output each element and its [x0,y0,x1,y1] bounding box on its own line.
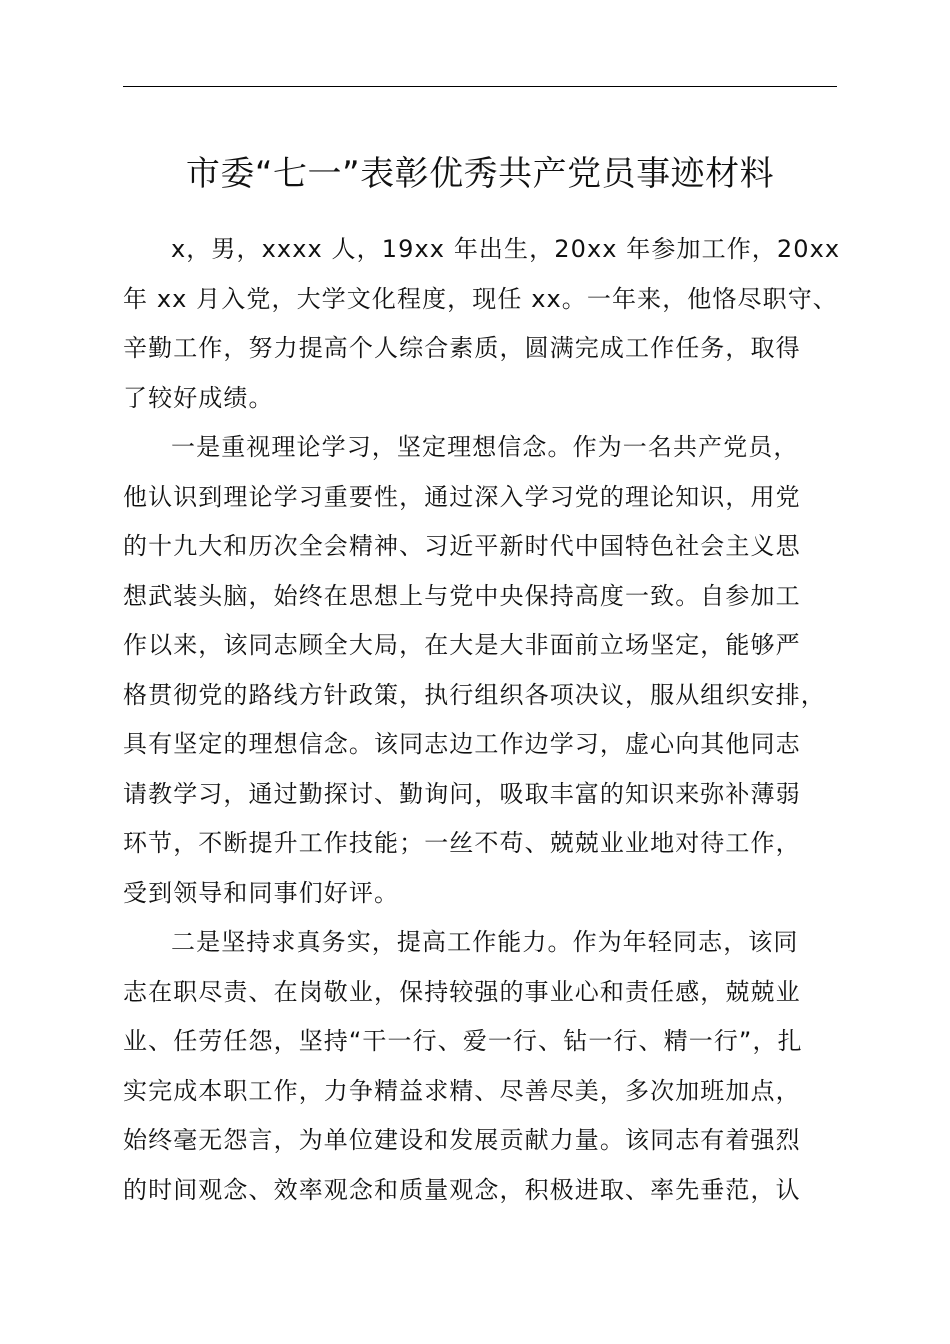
text-line: x，男，xxxx 人，19xx 年出生，20xx 年参加工作，20xx [171,235,841,263]
text-line: 想武装头脑，始终在思想上与党中央保持高度一致。自参加工 [123,581,801,610]
text-line: 始终毫无怨言，为单位建设和发展贡献力量。该同志有着强烈 [123,1126,801,1154]
text-line: 具有坚定的理想信念。该同志边工作边学习，虚心向其他同志 [123,730,801,758]
header-rule [123,86,837,87]
text-line: 的时间观念、效率观念和质量观念，积极进取、率先垂范，认 [123,1175,801,1204]
text-line: 一是重视理论学习，坚定理想信念。作为一名共产党员， [171,433,799,461]
text-line: 二是坚持求真务实，提高工作能力。作为年轻同志，该同 [171,928,799,956]
text-line: 实完成本职工作，力争精益求精、尽善尽美，多次加班加点， [123,1076,801,1105]
text-line: 请教学习，通过勤探讨、勤询问，吸取丰富的知识来弥补薄弱 [123,779,801,808]
text-line: 受到领导和同事们好评。 [123,878,400,907]
text-line: 格贯彻党的路线方针政策，执行组织各项决议，服从组织安排， [123,680,826,709]
text-line: 的十九大和历次全会精神、习近平新时代中国特色社会主义思 [123,532,801,560]
text-line: 年 xx 月入党，大学文化程度，现任 xx。一年来，他恪尽职守、 [123,284,838,313]
text-line: 了较好成绩。 [123,383,274,412]
text-line: 业、任劳任怨，坚持“干一行、爱一行、钻一行、精一行”，扎 [123,1027,803,1055]
paragraph-work-ability [123,918,839,1215]
document-title: 市委“七一”表彰优秀共产党员事迹材料 [185,154,775,194]
paragraph-theory-study [123,423,839,918]
document-body [123,225,839,1215]
paragraph-intro [123,225,839,423]
text-line: 辛勤工作，努力提高个人综合素质，圆满完成工作任务，取得 [123,334,801,362]
text-line: 环节，不断提升工作技能；一丝不苟、兢兢业业地对待工作， [123,829,801,857]
text-line: 他认识到理论学习重要性，通过深入学习党的理论知识，用党 [123,482,801,511]
text-line: 志在职尽责、在岗敬业，保持较强的事业心和责任感，兢兢业 [123,977,801,1006]
text-line: 作以来，该同志顾全大局，在大是大非面前立场坚定，能够严 [123,631,801,659]
